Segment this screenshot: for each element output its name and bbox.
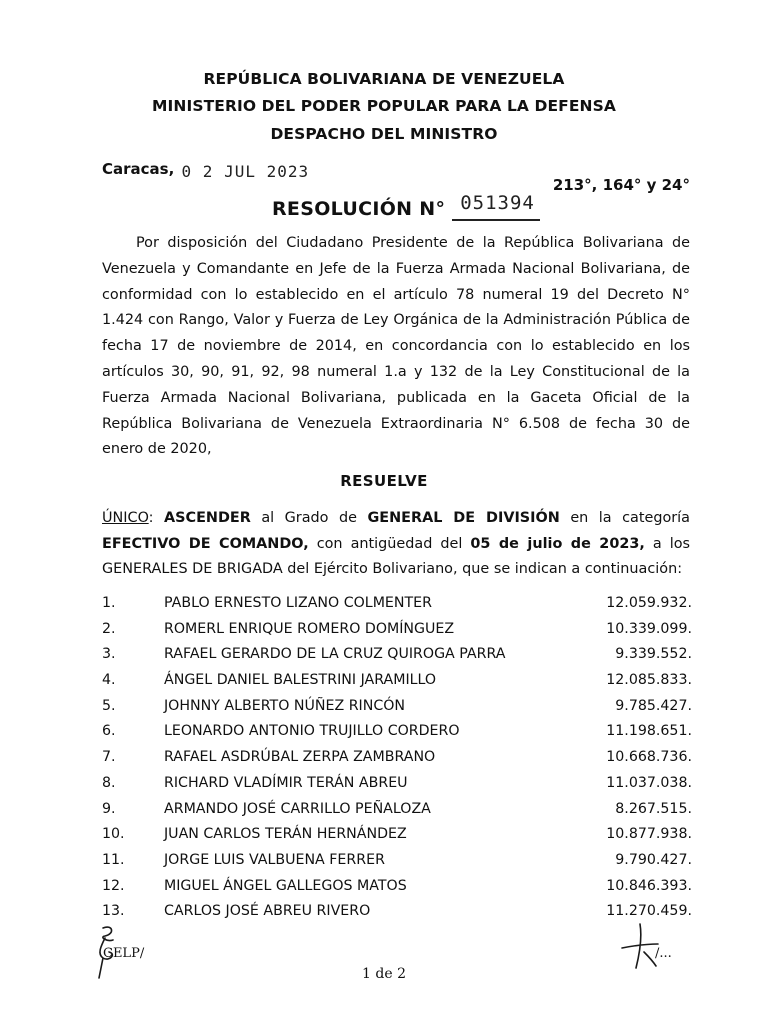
header-ministry: MINISTERIO DEL PODER POPULAR PARA LA DEFENSA: [152, 97, 616, 115]
unico-ascender: ASCENDER: [164, 510, 251, 526]
initials: CELP/: [103, 946, 145, 961]
unico-text-8: a los GENERALES DE BRIGADA del Ejército Bolivariano, que se indican a continuación:: [102, 535, 691, 578]
intro-paragraph: [102, 231, 690, 463]
item-number: 9.: [102, 800, 116, 817]
unico-seniority-date: 05 de julio de 2023,: [470, 535, 645, 552]
item-number: 5.: [102, 697, 116, 714]
list-item: [102, 878, 692, 904]
item-id: 10.339.099.: [606, 620, 692, 637]
item-number: 7.: [102, 749, 116, 766]
list-item: [102, 903, 692, 929]
item-id: 9.790.427.: [615, 851, 692, 868]
item-name: RICHARD VLADÍMIR TERÁN ABREU: [164, 774, 408, 791]
item-name: RAFAEL ASDRÚBAL ZERPA ZAMBRANO: [164, 749, 436, 766]
resolution-heading: [272, 192, 547, 220]
list-item: [102, 595, 692, 621]
item-id: 11.270.459.: [606, 903, 692, 920]
item-number: 10.: [102, 826, 125, 843]
list-item: [102, 852, 692, 878]
item-name: CARLOS JOSÉ ABREU RIVERO: [164, 903, 371, 920]
item-id: 9.339.552.: [615, 646, 692, 663]
place-date: [102, 159, 310, 181]
list-item: [102, 801, 692, 827]
item-number: 6.: [102, 723, 116, 740]
item-number: 1.: [102, 595, 116, 611]
item-number: 4.: [102, 672, 116, 689]
item-name: ROMERL ENRIQUE ROMERO DOMÍNGUEZ: [164, 620, 455, 637]
item-number: 11.: [102, 851, 125, 868]
item-number: 8.: [102, 774, 116, 791]
unico-colon: :: [148, 510, 154, 526]
years-of-independence: 213°, 164° y 24°: [552, 176, 690, 194]
unico-label: ÚNICO: [102, 510, 149, 526]
item-id: 11.198.651.: [606, 723, 692, 740]
resuelve-heading: RESUELVE: [340, 472, 428, 490]
item-id: 12.059.932.: [606, 595, 692, 611]
item-name: RAFAEL GERARDO DE LA CRUZ QUIROGA PARRA: [164, 646, 506, 663]
unico-rank: GENERAL DE DIVISIÓN: [367, 510, 560, 526]
item-name: JUAN CARLOS TERÁN HERNÁNDEZ: [164, 826, 407, 843]
unico-text-6: con antigüedad del: [316, 535, 463, 552]
list-item: [102, 775, 692, 801]
item-number: 12.: [102, 877, 125, 894]
list-item: [102, 723, 692, 749]
place-label: Caracas,: [102, 160, 175, 178]
item-name: PABLO ERNESTO LIZANO COLMENTER: [164, 595, 432, 611]
item-id: 12.085.833.: [606, 672, 692, 689]
item-id: 11.037.038.: [606, 774, 692, 791]
item-number: 3.: [102, 646, 116, 663]
unico-text-4: en la categoría: [570, 510, 690, 526]
item-name: ARMANDO JOSÉ CARRILLO PEÑALOZA: [164, 800, 431, 817]
list-item: [102, 698, 692, 724]
item-id: 10.846.393.: [606, 877, 692, 894]
list-item: [102, 621, 692, 647]
item-id: 9.785.427.: [615, 697, 692, 714]
resolution-number-stamp: 051394: [460, 192, 535, 214]
item-id: 8.267.515.: [615, 800, 692, 817]
unico-category: EFECTIVO DE COMANDO,: [102, 535, 309, 552]
resolution-number-underline: [452, 219, 540, 221]
list-item: [102, 749, 692, 775]
continuation-mark: /...: [655, 946, 672, 961]
header-country: REPÚBLICA BOLIVARIANA DE VENEZUELA: [203, 70, 565, 88]
item-name: LEONARDO ANTONIO TRUJILLO CORDERO: [164, 723, 460, 740]
list-item: [102, 646, 692, 672]
item-name: ÁNGEL DANIEL BALESTRINI JARAMILLO: [164, 672, 437, 689]
list-item: [102, 672, 692, 698]
item-name: MIGUEL ÁNGEL GALLEGOS MATOS: [164, 877, 407, 894]
list-item: [102, 826, 692, 852]
item-number: 13.: [102, 903, 125, 920]
resolution-label: RESOLUCIÓN N°: [272, 198, 446, 220]
unico-article: [102, 506, 690, 583]
unico-text-2: al Grado de: [261, 510, 357, 526]
page-number: 1 de 2: [362, 966, 406, 982]
item-number: 2.: [102, 620, 116, 637]
item-id: 10.668.736.: [606, 749, 692, 766]
item-name: JOHNNY ALBERTO NÚÑEZ RINCÓN: [164, 697, 406, 714]
intro-text: Por disposición del Ciudadano Presidente de la República Bolivariana de Venezuela y Comandante en Jefe de la Fuerza Armada Nacional Bolivariana, de conformidad con lo establecido en el artículo 78 numeral 19 del Decreto N° 1.424 con Rango, Valor y Fuerza de Ley Orgánica de la Administración Pública de fecha 17 de noviembre de 2014, en concordancia con lo establecido en los artículos 30, 90, 91, 92, 98 numeral 1.a y 132 de la Ley Constitucional de la Fuerza Armada Nacional Bolivariana, publicada en la Gaceta Oficial de la República Bolivariana de Venezuela Extraordinaria N° 6.508 de fecha 30 de enero de 2020,: [102, 235, 690, 458]
officers-list: [102, 595, 692, 929]
item-name: JORGE LUIS VALBUENA FERRER: [164, 851, 385, 868]
header-office: DESPACHO DEL MINISTRO: [270, 125, 498, 143]
item-id: 10.877.938.: [606, 826, 692, 843]
date-stamp: 0 2 JUL 2023: [181, 162, 310, 181]
